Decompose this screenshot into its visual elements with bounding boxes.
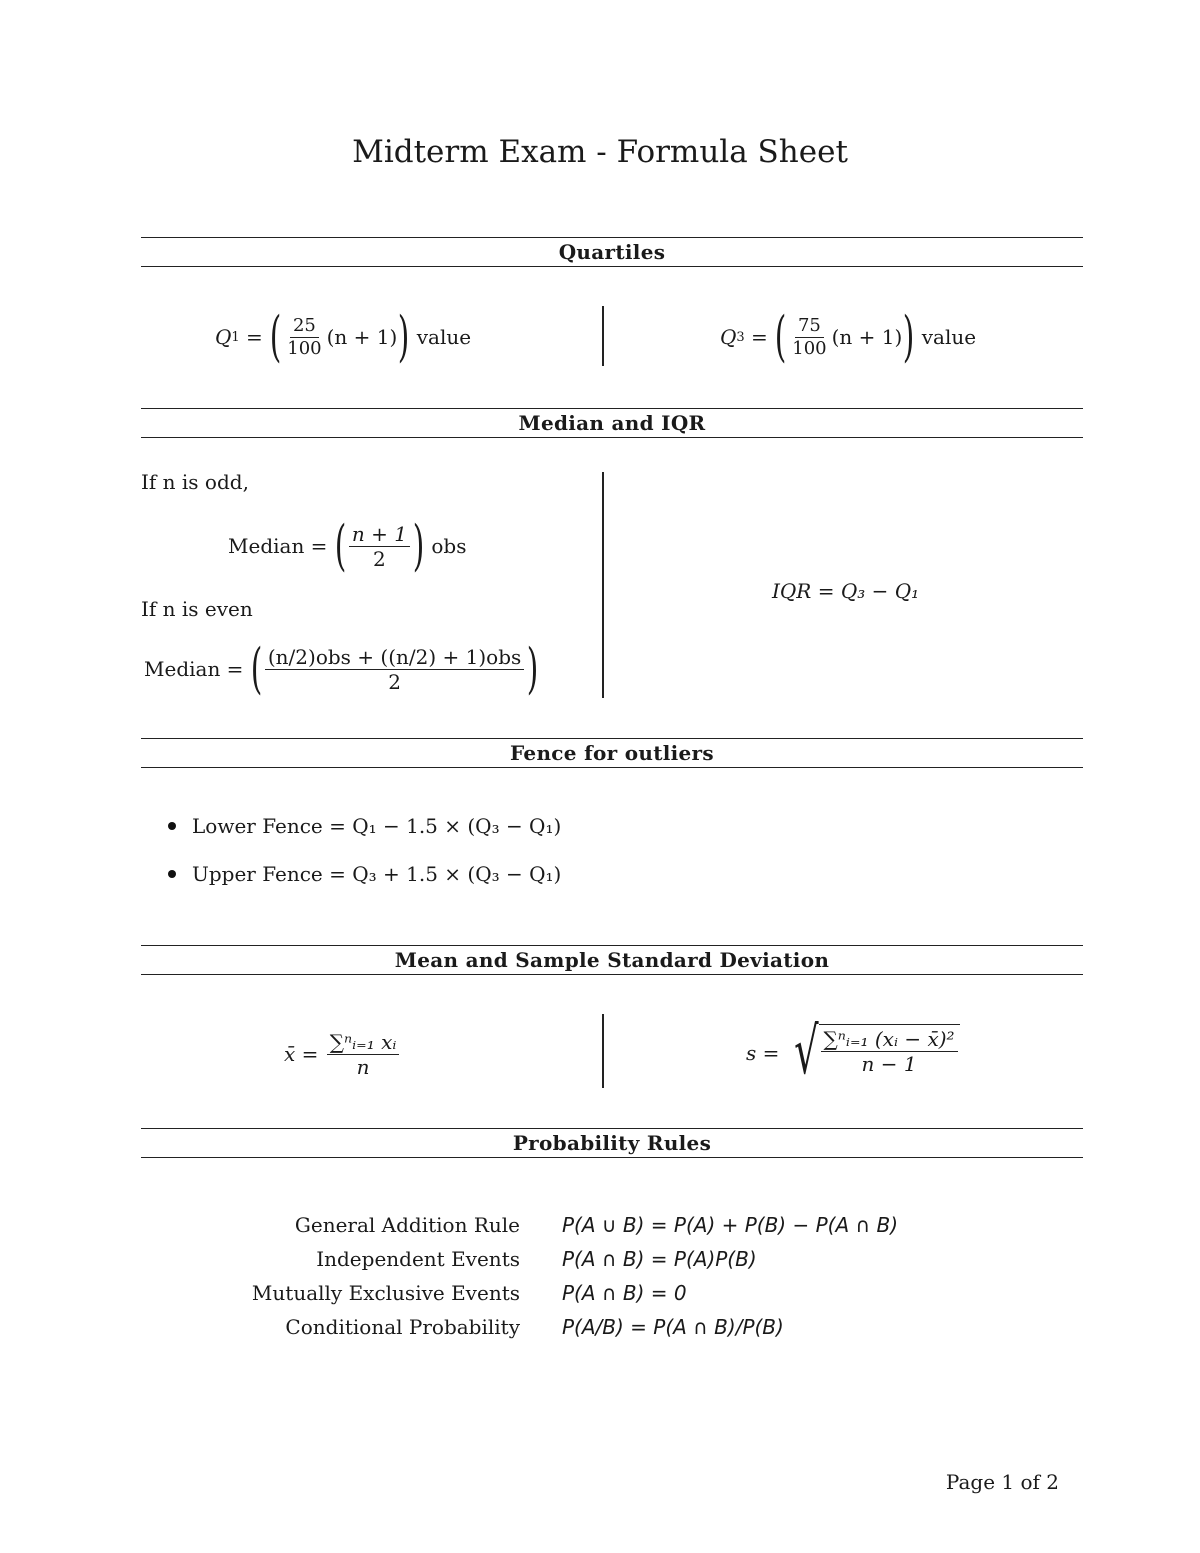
mean-formula <box>284 1022 401 1086</box>
median-odd-denominator: 2 <box>373 546 386 571</box>
list-item <box>168 802 561 850</box>
rule-label: Mutually Exclusive Events <box>251 1281 520 1305</box>
median-odd-obs: obs <box>431 534 467 558</box>
q1-symbol: Q <box>215 325 232 349</box>
bullet-icon <box>168 870 176 878</box>
mean-sd-separator <box>602 1014 604 1088</box>
q3-tail: (n + 1) <box>831 325 903 349</box>
table-row <box>230 1310 898 1344</box>
q3-subscript: 3 <box>736 329 745 345</box>
probability-rules-table <box>230 1208 898 1344</box>
q1-denominator: 100 <box>287 337 322 359</box>
fence-list <box>168 802 561 898</box>
mean-lhs: x̄ = <box>284 1042 319 1066</box>
q1-subscript: 1 <box>231 329 240 345</box>
rule-formula: P(A ∪ B) = P(A) + P(B) − P(A ∩ B) <box>562 1213 898 1237</box>
sd-denominator: n − 1 <box>861 1052 917 1077</box>
median-iqr-separator <box>602 472 604 698</box>
section-heading-fence: Fence for outliers <box>141 738 1083 768</box>
rule-formula: P(A ∩ B) = 0 <box>562 1281 687 1305</box>
rule-label: Conditional Probability <box>285 1315 520 1339</box>
median-odd-lhs: Median = <box>228 534 328 558</box>
lower-fence-formula: Lower Fence = Q₁ − 1.5 × (Q₃ − Q₁) <box>192 814 562 838</box>
q3-symbol: Q <box>720 325 737 349</box>
section-heading-quartiles: Quartiles <box>141 237 1083 267</box>
rule-formula: P(A/B) = P(A ∩ B)/P(B) <box>562 1315 784 1339</box>
bullet-icon <box>168 822 176 830</box>
table-row <box>230 1276 898 1310</box>
median-even-denominator: 2 <box>388 669 401 694</box>
rule-formula: P(A ∩ B) = P(A)P(B) <box>562 1247 757 1271</box>
iqr-formula: IQR = Q₃ − Q₁ <box>772 579 920 603</box>
median-odd-condition: If n is odd, <box>141 470 249 494</box>
list-item <box>168 850 561 898</box>
q3-numerator: 75 <box>795 316 824 338</box>
rule-label: Independent Events <box>316 1247 520 1271</box>
table-row <box>230 1242 898 1276</box>
section-heading-mean-sd: Mean and Sample Standard Deviation <box>141 945 1083 975</box>
median-odd-numerator: n + 1 <box>349 523 410 547</box>
q1-numerator: 25 <box>290 316 319 338</box>
sd-formula <box>746 1015 960 1090</box>
sd-lhs: s = <box>746 1041 780 1065</box>
median-odd-formula: Median = ( $\frac{n + 1}{2}$ ) obs <box>228 514 467 577</box>
page-number: Page 1 of 2 <box>945 1470 1059 1494</box>
mean-numerator: ∑ⁿᵢ₌₁ xᵢ <box>327 1031 400 1055</box>
square-root-icon: √ $\frac{\text{∑ⁿᵢ₌₁ (xᵢ − x̄)²}}{n - 1}$ <box>786 1024 960 1082</box>
section-heading-probability: Probability Rules <box>141 1128 1083 1158</box>
q1-formula: Q 1 = ( $\frac{25}{100}$ (n + 1) ) value <box>215 305 472 368</box>
median-even-formula: Median = ( $\frac{\text{(n/2)obs + ((n/2) + 1)obs}}{2}$ ) <box>144 637 539 700</box>
table-row <box>230 1208 898 1242</box>
q1-value-label: value <box>416 325 472 349</box>
q1-tail: (n + 1) <box>326 325 398 349</box>
q3-denominator: 100 <box>792 337 827 359</box>
median-even-lhs: Median = <box>144 657 244 681</box>
quartiles-separator <box>602 306 604 366</box>
section-heading-median-iqr: Median and IQR <box>141 408 1083 438</box>
q3-formula: Q 3 = ( $\frac{75}{100}$ (n + 1) ) value <box>720 305 977 368</box>
sd-numerator: ∑ⁿᵢ₌₁ (xᵢ − x̄)² <box>821 1028 958 1052</box>
median-even-numerator: (n/2)obs + ((n/2) + 1)obs <box>265 646 524 670</box>
q3-value-label: value <box>921 325 977 349</box>
mean-denominator: n <box>356 1054 370 1079</box>
rule-label: General Addition Rule <box>294 1213 520 1237</box>
page-title: Midterm Exam - Formula Sheet <box>352 134 848 170</box>
upper-fence-formula: Upper Fence = Q₃ + 1.5 × (Q₃ − Q₁) <box>192 862 562 886</box>
median-even-condition: If n is even <box>141 597 253 621</box>
